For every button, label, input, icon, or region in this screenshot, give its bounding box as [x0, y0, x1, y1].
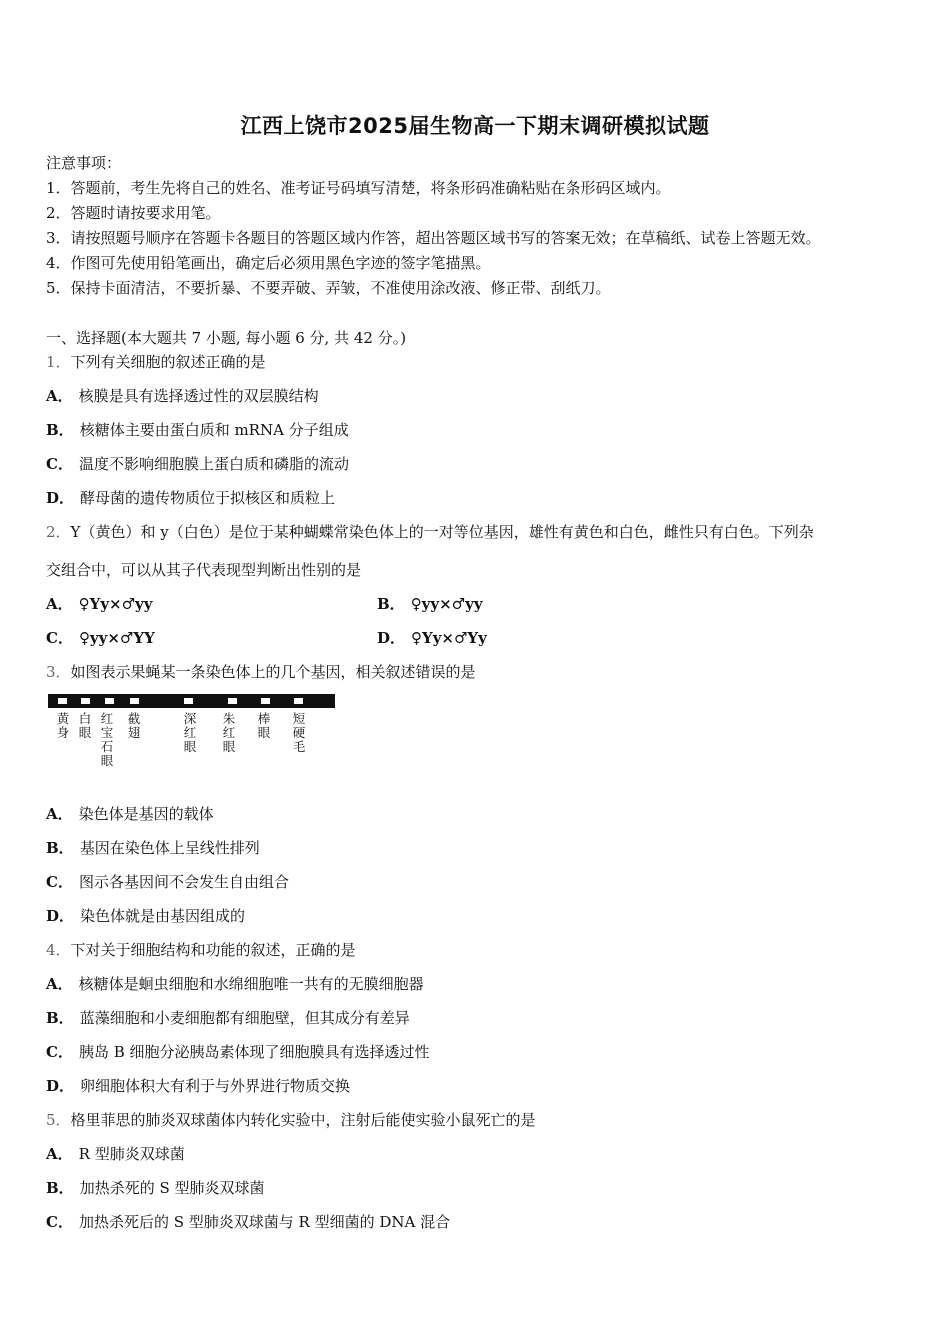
question-stem: 格里菲思的肺炎双球菌体内转化实验中，注射后能使实验小鼠死亡的是 [70, 1111, 536, 1129]
option-b [46, 1177, 265, 1198]
option-letter: A． [46, 387, 73, 405]
option-letter: D． [46, 1077, 75, 1095]
option-letter: A． [46, 975, 73, 993]
question-3 [46, 661, 476, 682]
notice-item: 5．保持卡面清洁，不要折暴、不要弄破、弄皱，不准使用涂改液、修正带、刮纸刀。 [46, 279, 611, 297]
option-text: 酵母菌的遗传物质位于拟核区和质粒上 [80, 489, 336, 507]
gene-label: 深红眼 [183, 711, 197, 754]
option-d [46, 1075, 350, 1096]
option-c [46, 453, 349, 474]
option-text: 加热杀死的 S 型肺炎双球菌 [79, 1179, 265, 1197]
question-number: 3． [46, 663, 71, 681]
option-d [46, 905, 245, 926]
option-letter: A． [46, 1145, 73, 1163]
gene-label: 棒眼 [257, 711, 271, 740]
option-c [46, 1211, 450, 1232]
option-d [46, 487, 335, 508]
option-text: 核膜是具有选择透过性的双层膜结构 [78, 387, 319, 405]
option-text: 温度不影响细胞膜上蛋白质和磷脂的流动 [78, 455, 349, 473]
option-letter: B． [46, 1179, 74, 1197]
question-number: 4． [46, 941, 71, 959]
option-letter: B． [46, 839, 74, 857]
option-letter: B． [46, 1009, 74, 1027]
option-c [46, 871, 289, 892]
option-text: 图示各基因间不会发生自由组合 [78, 873, 289, 891]
option-text: 核糖体主要由蛋白质和 mRNA 分子组成 [79, 421, 349, 439]
option-text: 胰岛 B 细胞分泌胰岛素体现了细胞膜具有选择透过性 [78, 1043, 430, 1061]
option-letter: D． [46, 489, 75, 507]
notice-item: 3．请按照题号顺序在答题卡各题目的答题区域内作答，超出答题区域书写的答案无效；在草稿纸、试卷上答题无效。 [46, 229, 821, 247]
chromosome-band [228, 698, 237, 704]
option-text: 基因在染色体上呈线性排列 [79, 839, 260, 857]
option-text: 染色体是基因的载体 [78, 805, 214, 823]
option-b [46, 419, 349, 440]
option-text: R 型肺炎双球菌 [78, 1145, 185, 1163]
gene-label: 白眼 [78, 711, 92, 740]
option-letter: A． [46, 595, 73, 613]
option-letter: C． [46, 629, 73, 647]
notice-item: 1．答题前，考生先将自己的姓名、准考证号码填写清楚，将条形码准确粘贴在条形码区域内。 [46, 179, 671, 197]
option-text: ♀Yy×♂Yy [411, 629, 487, 647]
question-stem: 下列有关细胞的叙述正确的是 [70, 353, 266, 371]
chromosome-band [184, 698, 193, 704]
option-a [46, 385, 319, 406]
question-number: 2． [46, 523, 71, 541]
option-text: 蓝藻细胞和小麦细胞都有细胞壁，但其成分有差异 [79, 1009, 410, 1027]
notice-item: 4．作图可先使用铅笔画出，确定后必须用黑色字迹的签字笔描黑。 [46, 254, 491, 272]
option-letter: C． [46, 873, 73, 891]
option-letter: C． [46, 1213, 73, 1231]
option-b [377, 593, 483, 614]
notice-heading: 注意事项： [46, 154, 122, 172]
page-title: 江西上饶市2025届生物高一下期末调研模拟试题 [240, 114, 710, 138]
notice-item: 2．答题时请按要求用笔。 [46, 204, 221, 222]
question-stem: 下对关于细胞结构和功能的叙述，正确的是 [70, 941, 356, 959]
option-letter: D． [377, 629, 406, 647]
chromosome-band [130, 698, 139, 704]
chromosome-band [261, 698, 270, 704]
gene-label: 红宝石眼 [100, 711, 114, 768]
chromosome-band [58, 698, 67, 704]
question-stem: 如图表示果蝇某一条染色体上的几个基因，相关叙述错误的是 [70, 663, 476, 681]
option-letter: A． [46, 805, 73, 823]
option-a [46, 1143, 185, 1164]
option-b [46, 837, 260, 858]
question-1 [46, 351, 266, 372]
chromosome-band [294, 698, 303, 704]
option-letter: C． [46, 455, 73, 473]
option-text: 卵细胞体积大有利于与外界进行物质交换 [80, 1077, 351, 1095]
option-a [46, 593, 152, 614]
option-a [46, 973, 424, 994]
option-a [46, 803, 214, 824]
gene-label: 黄身 [56, 711, 70, 740]
option-text: 加热杀死后的 S 型肺炎双球菌与 R 型细菌的 DNA 混合 [78, 1213, 451, 1231]
gene-label: 截翅 [127, 711, 141, 740]
question-5 [46, 1109, 536, 1130]
option-text: ♀yy×♂yy [410, 595, 483, 613]
option-text: 核糖体是蛔虫细胞和水绵细胞唯一共有的无膜细胞器 [78, 975, 424, 993]
option-letter: C． [46, 1043, 73, 1061]
option-letter: B． [46, 421, 74, 439]
question-4 [46, 939, 356, 960]
option-letter: B． [377, 595, 405, 613]
question-number: 5． [46, 1111, 71, 1129]
gene-label: 短硬毛 [292, 711, 306, 754]
option-c [46, 1041, 430, 1062]
option-text: ♀yy×♂YY [78, 629, 155, 647]
gene-label: 朱红眼 [222, 711, 236, 754]
option-b [46, 1007, 410, 1028]
question-stem-continued: 交组合中，可以从其子代表现型判断出性别的是 [46, 561, 362, 579]
question-number: 1． [46, 353, 71, 371]
option-text: 染色体就是由基因组成的 [80, 907, 246, 925]
question-2 [46, 521, 814, 542]
chromosome-band [81, 698, 90, 704]
chromosome-band [105, 698, 114, 704]
option-c [46, 627, 155, 648]
question-stem: Y（黄色）和 y（白色）是位于某种蝴蝶常染色体上的一对等位基因，雄性有黄色和白色，雌性只有白色。下列杂 [70, 523, 814, 541]
option-d [377, 627, 487, 648]
option-letter: D． [46, 907, 75, 925]
section-heading: 一、选择题(本大题共 7 小题, 每小题 6 分, 共 42 分。) [46, 329, 407, 347]
option-text: ♀Yy×♂yy [78, 595, 153, 613]
chromosome-diagram [48, 694, 335, 708]
